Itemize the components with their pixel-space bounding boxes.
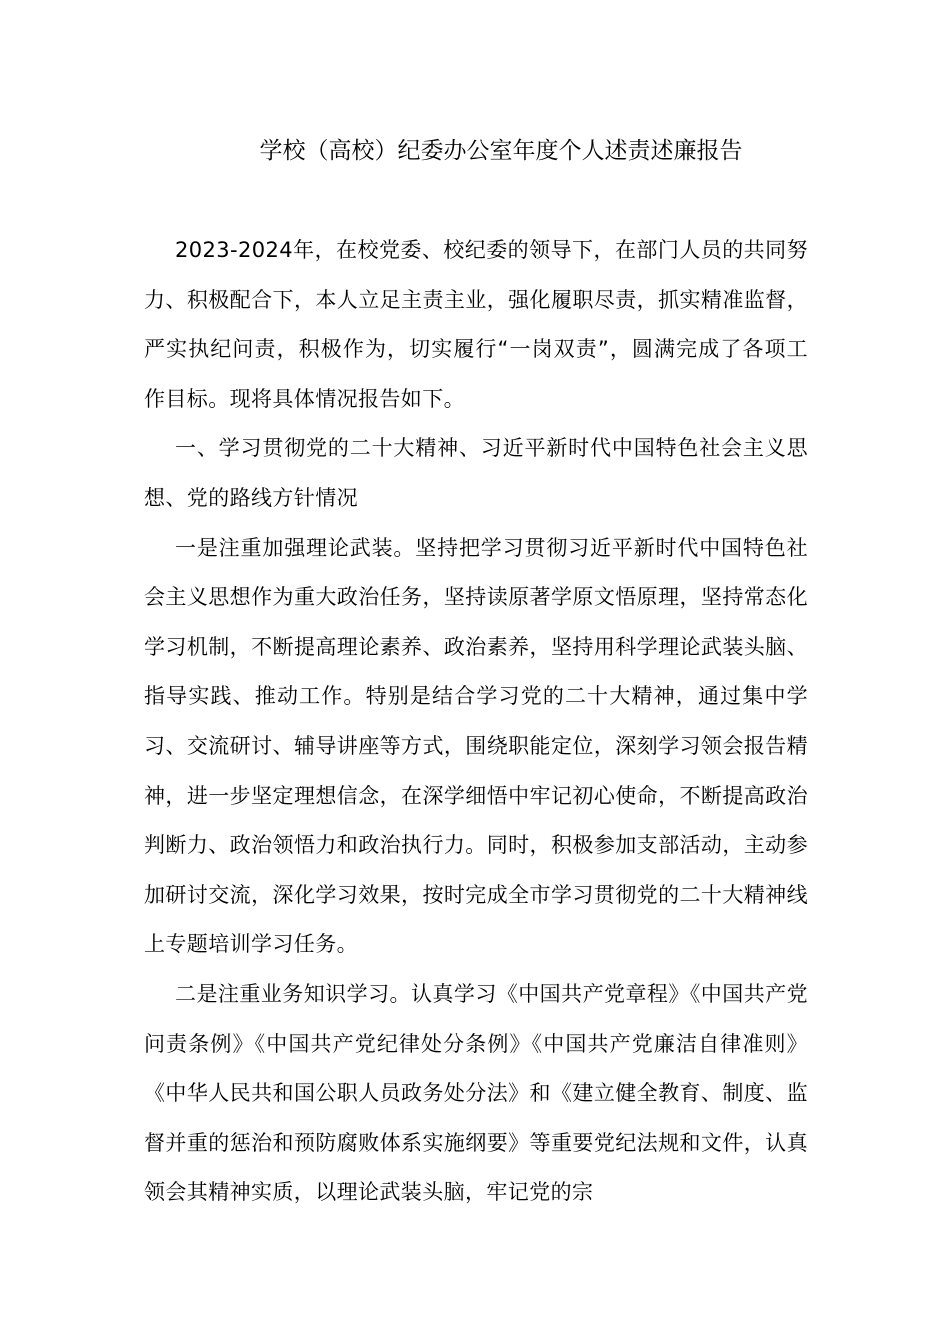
- document-title: 学校（高校）纪委办公室年度个人述责述廉报告: [259, 138, 743, 164]
- paragraph-business-study: 二是注重业务知识学习。认真学习《中国共产党章程》《中国共产党问责条例》《中国共产党纪律处分条例》《中国共产党廉洁自律准则》《中华人民共和国公职人员政务处分法》和《建立健全教育、制度、监督并重的惩治和预防腐败体系实施纲要》等重要党纪法规和文件，认真领会其精神实质，以理论武装头脑，牢记党的宗: [144, 981, 808, 1205]
- paragraph-intro: 2023-2024年，在校党委、校纪委的领导下，在部门人员的共同努力、积极配合下，本人立足主责主业，强化履职尽责，抓实精准监督，严实执纪问责，积极作为，切实履行“一岗双责”，圆满完成了各项工作目标。现将具体情况报告如下。: [144, 238, 808, 411]
- document-body: [144, 226, 808, 1218]
- paragraph-theory-study: 一是注重加强理论武装。坚持把学习贯彻习近平新时代中国特色社会主义思想作为重大政治任务，坚持读原著学原文悟原理，坚持常态化学习机制，不断提高理论素养、政治素养，坚持用科学理论武装头脑、指导实践、推动工作。特别是结合学习党的二十大精神，通过集中学习、交流研讨、辅导讲座等方式，围绕职能定位，深刻学习领会报告精神，进一步坚定理想信念，在深学细悟中牢记初心使命，不断提高政治判断力、政治领悟力和政治执行力。同时，积极参加支部活动，主动参加研讨交流，深化学习效果，按时完成全市学习贯彻党的二十大精神线上专题培训学习任务。: [144, 535, 808, 957]
- section-heading-1: 一、学习贯彻党的二十大精神、习近平新时代中国特色社会主义思想、党的路线方针情况: [144, 436, 808, 510]
